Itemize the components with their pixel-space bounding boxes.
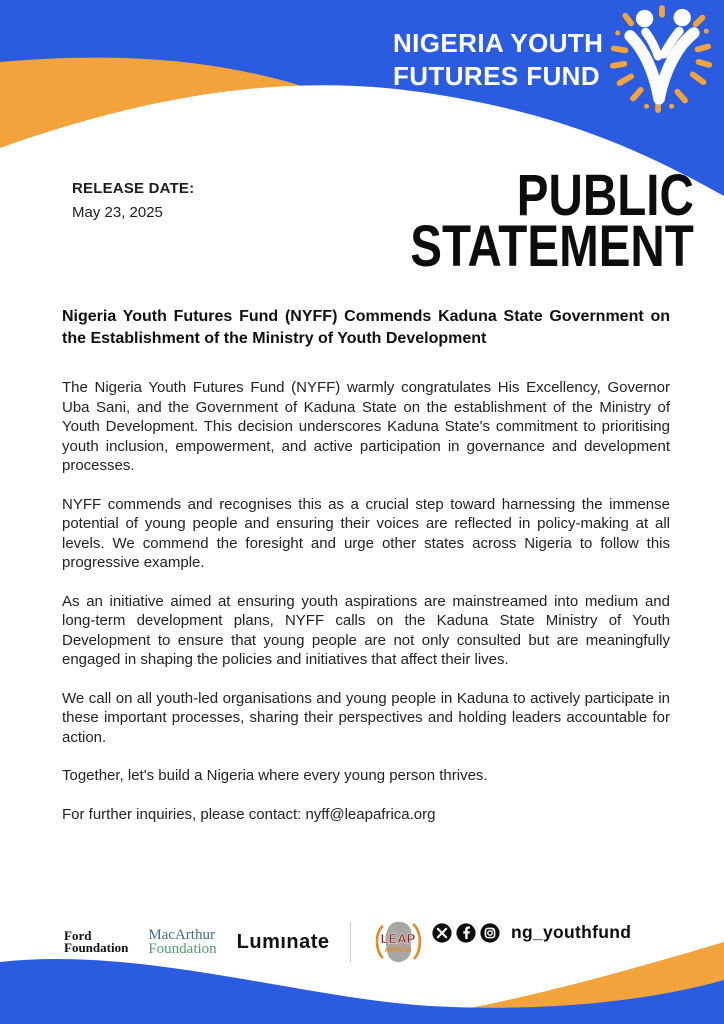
doc-type-line2: STATEMENT [410,214,694,279]
release-date-value: May 23, 2025 [72,204,163,221]
nyff-people-burst-icon [608,4,714,116]
luminate-logo: Lumınate [236,930,330,953]
statement-paragraph: As an initiative aimed at ensuring youth aspirations are mainstreamed into medium and long-term development plans, NYFF calls on the Kaduna State Ministry of Youth Development to ensure that young people are not only consulted but are meaningfully engaged in shaping the policies and initiatives that affect their lives. [62,592,670,668]
leap-africa-text: AFRICA [384,947,411,954]
ford-line2: Foundation [64,940,129,955]
statement-paragraph: NYFF commends and recognises this as a crucial step toward harnessing the immense potential of young people and ensuring their voices are reflected in policy-making at all levels. We commend the foresight and urge other states across Nigeria to follow this progressive example. [62,495,670,571]
release-date-label: RELEASE DATE: [72,180,195,197]
release-block [72,180,194,221]
footer-wave [0,900,724,1024]
statement-body [62,306,670,843]
org-name [393,27,603,93]
doc-type-line1: PUBLIC [516,163,694,228]
macarthur-line2: Foundation [148,941,217,957]
closing-line: Together, let's build a Nigeria where every young person thrives. [62,767,488,784]
contact-line: For further inquiries, please contact: nyff@leapafrica.org [62,805,436,823]
macarthur-line1: MacArthur [148,926,215,943]
doc-type-title [410,163,694,279]
org-name-line2: FUTURES FUND [393,61,601,91]
statement-paragraph: We call on all youth-led organisations and young people in Kaduna to actively participate in these important processes, sharing their perspectives and holding leaders accountable for action. [62,689,670,746]
statement-title: Nigeria Youth Futures Fund (NYFF) Commends Kaduna State Government on the Establishment of the Ministry of Youth Development [62,308,670,347]
statement-paragraph: The Nigeria Youth Futures Fund (NYFF) warmly congratulates His Excellency, Governor Uba Sani, and the Government of Kaduna State on the establishment of the Ministry of Youth Development. This decision underscores Kaduna State's commitment to prioritising youth inclusion, empowerment, and active participation in governance and development processes. [62,379,670,474]
ford-line1: Ford [64,927,92,943]
org-name-line1: NIGERIA YOUTH [393,28,604,58]
leap-text: LEAP [380,931,415,946]
social-handle[interactable]: ng_youthfund [511,922,632,942]
